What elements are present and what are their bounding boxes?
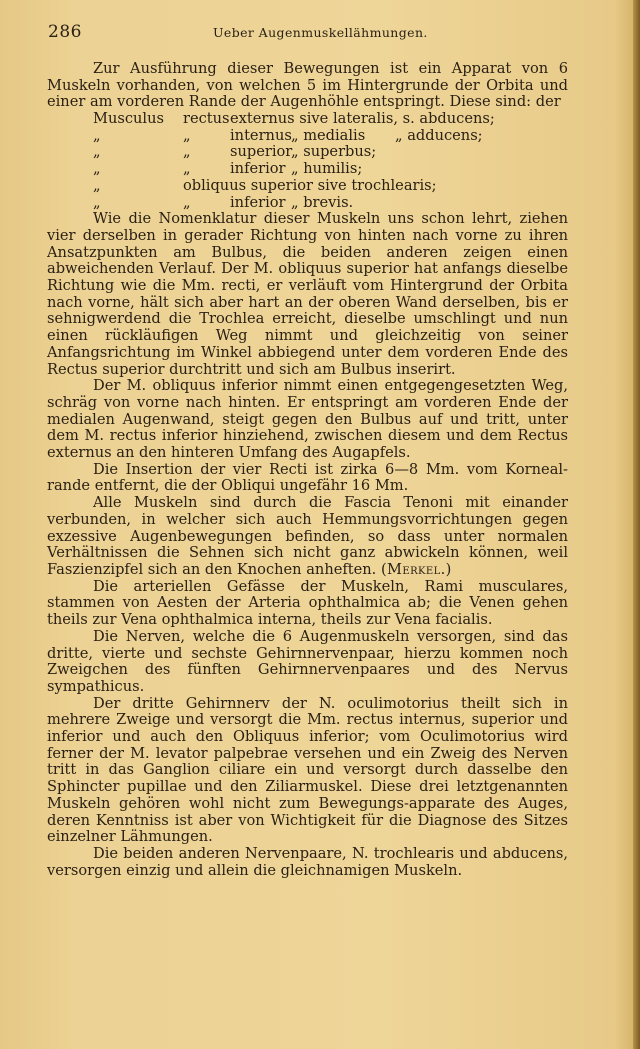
page-header [48, 22, 568, 44]
paragraph-arteries: Die arteriellen Gefässe der Muskeln, Rami musculares, stammen von Aesten der Arteria ophthalmica ab; die Venen gehen theils zur Vena ophthalmica interna, theils zur Vena facialis. [47, 577, 568, 629]
paragraph-obliquus-inferior: Der M. obliquus inferior nimmt einen entgegengesetzten Weg, schräg von vorne nach hinten. Er entspringt am vorderen Ende der medialen Augenwand, steigt gegen den Bulbus auf und tritt, unter dem M. rectus inferior hinziehend, zwischen diesem und dem Rectus externus an den hinteren Umfang des Augapfels. [47, 377, 568, 462]
paragraph-nerves: Die Nerven, welche die 6 Augenmuskeln versorgen, sind das dritte, vierte und sechste Gehirnnervenpaar, hierzu kommen noch Zweigchen des fünften Gehirnnervenpaares und des Nervus sympathicus. [47, 627, 568, 695]
muscle-term: internus [230, 126, 292, 144]
paragraph-fascia [47, 495, 568, 579]
page-edge [633, 0, 640, 1049]
muscle-term: obliquus superior sive trochlearis; [183, 176, 437, 194]
muscle-term: inferior [230, 193, 286, 211]
body-text [47, 61, 568, 879]
muscle-synonym: „ adducens; [395, 126, 483, 144]
muscle-term: externus sive lateralis, s. abducens; [230, 110, 495, 128]
muscle-synonym: „ superbus; [291, 143, 377, 161]
citation: (Merkel.) [380, 561, 452, 578]
ditto-mark: „ [183, 143, 191, 161]
ditto-mark: „ [183, 126, 191, 144]
ditto-mark: „ [183, 160, 191, 178]
ditto-mark: „ [93, 193, 101, 211]
muscle-term: Musculus [93, 110, 164, 128]
muscle-synonym: „ humilis; [291, 160, 363, 178]
paragraph-fascia-text: Alle Muskeln sind durch die Fascia Tenoni mit einander verbunden, in welcher sich auch Hemmungsvorrichtungen gegen exzessive Augenbewegungen befinden, so dass unter normalen Verhältnissen die Sehnen sich nicht ganz abwickeln können, weil Faszienzipfel sich an den Knochen anheften. [47, 494, 568, 578]
ditto-mark: „ [93, 126, 101, 144]
muscle-list-item [47, 144, 568, 161]
muscle-list-item [47, 128, 568, 145]
muscle-term: inferior [230, 160, 286, 178]
page-number: 286 [48, 22, 82, 42]
muscle-list-item [47, 111, 568, 128]
intro-paragraph: Zur Ausführung dieser Bewegungen ist ein Apparat von 6 Muskeln vorhanden, von welchen 5 im Hintergrunde der Orbita und einer am vorderen Rande der Augenhöhle entspringt. Diese sind: der [47, 60, 568, 111]
running-title: Ueber Augenmuskellähmungen. [213, 25, 428, 40]
paragraph-nomenclature: Wie die Nomenklatur dieser Muskeln uns schon lehrt, ziehen vier derselben in gerader Richtung von hinten nach vorne zu ihren Ansatzpunkten am Bulbus, die beiden anderen zeigen einen abweichenden Verlauf. Der M. obliquus superior hat anfangs dieselbe Richtung wie die Mm. recti, er verläuft vom Hintergrund der Orbita nach vorne, hält sich aber hart an der oberen Wand derselben, bis er sehnigwerdend die Trochlea erreicht, dieselbe umschlingt und nun einen rückläufigen Weg nimmt und gleichzeitig von seiner Anfangsrichtung im Winkel abbiegend unter dem vorderen Ende des Rectus superior durchtritt und sich am Bulbus inserirt. [47, 210, 568, 378]
muscle-term: rectus [183, 110, 230, 128]
muscle-list [47, 111, 568, 211]
ditto-mark: „ [93, 143, 101, 161]
muscle-list-item [47, 178, 568, 195]
paragraph-insertion: Die Insertion der vier Recti ist zirka 6—8 Mm. vom Korneal-rande entfernt, die der Obliqui ungefähr 16 Mm. [47, 460, 568, 495]
muscle-list-item [47, 161, 568, 178]
ditto-mark: „ [93, 176, 101, 194]
muscle-list-item [47, 195, 568, 212]
muscle-term: superior [230, 143, 293, 161]
paragraph-trochlearis-abducens: Die beiden anderen Nervenpaare, N. trochlearis und abducens, versorgen einzig und allein die gleichnamigen Muskeln. [47, 844, 568, 879]
paragraph-oculomotorius: Der dritte Gehirnnerv der N. oculimotorius theilt sich in mehrere Zweige und versorgt die Mm. rectus internus, superior und inferior und auch den Obliquus inferior; vom Oculimotorius wird ferner der M. levator palpebrae versehen und ein Zweig des Nerven tritt in das Ganglion ciliare ein und versorgt durch dasselbe den Sphincter pupillae und den Ziliarmuskel. Diese drei letztgenannten Muskeln gehören wohl nicht zum Bewegungs-apparate des Auges, deren Kenntniss ist aber von Wichtigkeit für die Diagnose des Sitzes einzelner Lähmungen. [47, 694, 568, 846]
muscle-synonym: „ brevis. [291, 193, 354, 211]
muscle-synonym: „ medialis [291, 126, 366, 144]
ditto-mark: „ [93, 160, 101, 178]
ditto-mark: „ [183, 193, 191, 211]
